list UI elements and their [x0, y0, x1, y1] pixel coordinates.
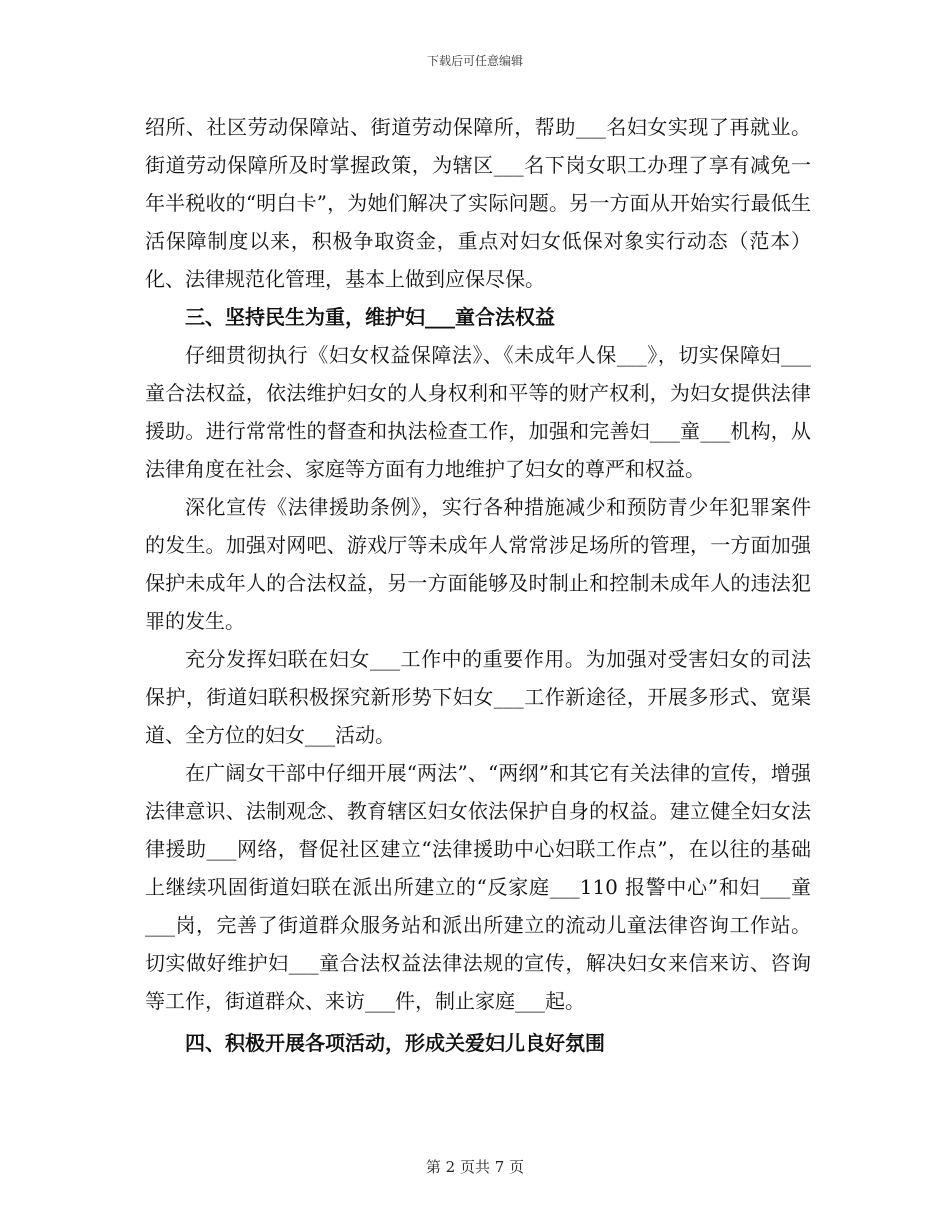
page-header: 下载后可任意编辑 — [426, 54, 523, 68]
section-heading-3: 三、坚持民生为重，维护妇___童合法权益 — [185, 305, 555, 329]
paragraph-rights-law: 仔细贯彻执行《妇女权益保障法》、《未成年人保___》，切实保障妇___童合法权益，依法维护妇女的人身权利和平等的财产权利，为妇女提供法律援助。进行常常性的督查和执法检查工作，加强和完善妇___童___机构，从法律角度在社会、家庭等方面有力地维护了妇女的尊严和权益。 — [145, 343, 811, 481]
section-heading-4: 四、积极开展各项活动，形成关爱妇儿良好氛围 — [185, 1031, 605, 1055]
document-body — [145, 108, 811, 1062]
paragraph-continued: 绍所、社区劳动保障站、街道劳动保障所，帮助___名妇女实现了再就业。街道劳动保障所及时掌握政策，为辖区___名下岗女职工办理了享有减免一年半税收的“明白卡”，为她们解决了实际问题。另一方面从开始实行最低生活保障制度以来，积极争取资金，重点对妇女低保对象实行动态（范本）化、法律规范化管理，基本上做到应保尽保。 — [145, 115, 811, 291]
paragraph-legal-education: 在广阔女干部中仔细开展“两法”、“两纲”和其它有关法律的宣传，增强法律意识、法制观念、教育辖区妇女依法保护自身的权益。建立健全妇女法律援助___网络，督促社区建立“法律援助中心妇联工作点”，在以往的基础上继续巩固街道妇联在派出所建立的“反家庭___110 报警中心”和妇___童___岗，完善了街道群众服务站和派出所建立的流动儿童法律咨询工作站。切实做好维护妇___童合法权益法律法规的宣传，解决妇女来信来访、咨询等工作，街道群众、来访___件，制止家庭___起。 — [145, 761, 811, 1013]
paragraph-legal-aid: 深化宣传《法律援助条例》，实行各种措施减少和预防青少年犯罪案件的发生。加强对网吧、游戏厅等未成年人常常涉足场所的管理，一方面加强保护未成年人的合法权益，另一方面能够及时制止和控制未成年人的违法犯罪的发生。 — [145, 495, 811, 633]
paragraph-womens-federation: 充分发挥妇联在妇女___工作中的重要作用。为加强对受害妇女的司法保护，街道妇联积极探究新形势下妇女___工作新途径，开展多形式、宽渠道、全方位的妇女___活动。 — [145, 647, 811, 747]
page-footer: 第 2 页共 7 页 — [425, 1158, 525, 1176]
